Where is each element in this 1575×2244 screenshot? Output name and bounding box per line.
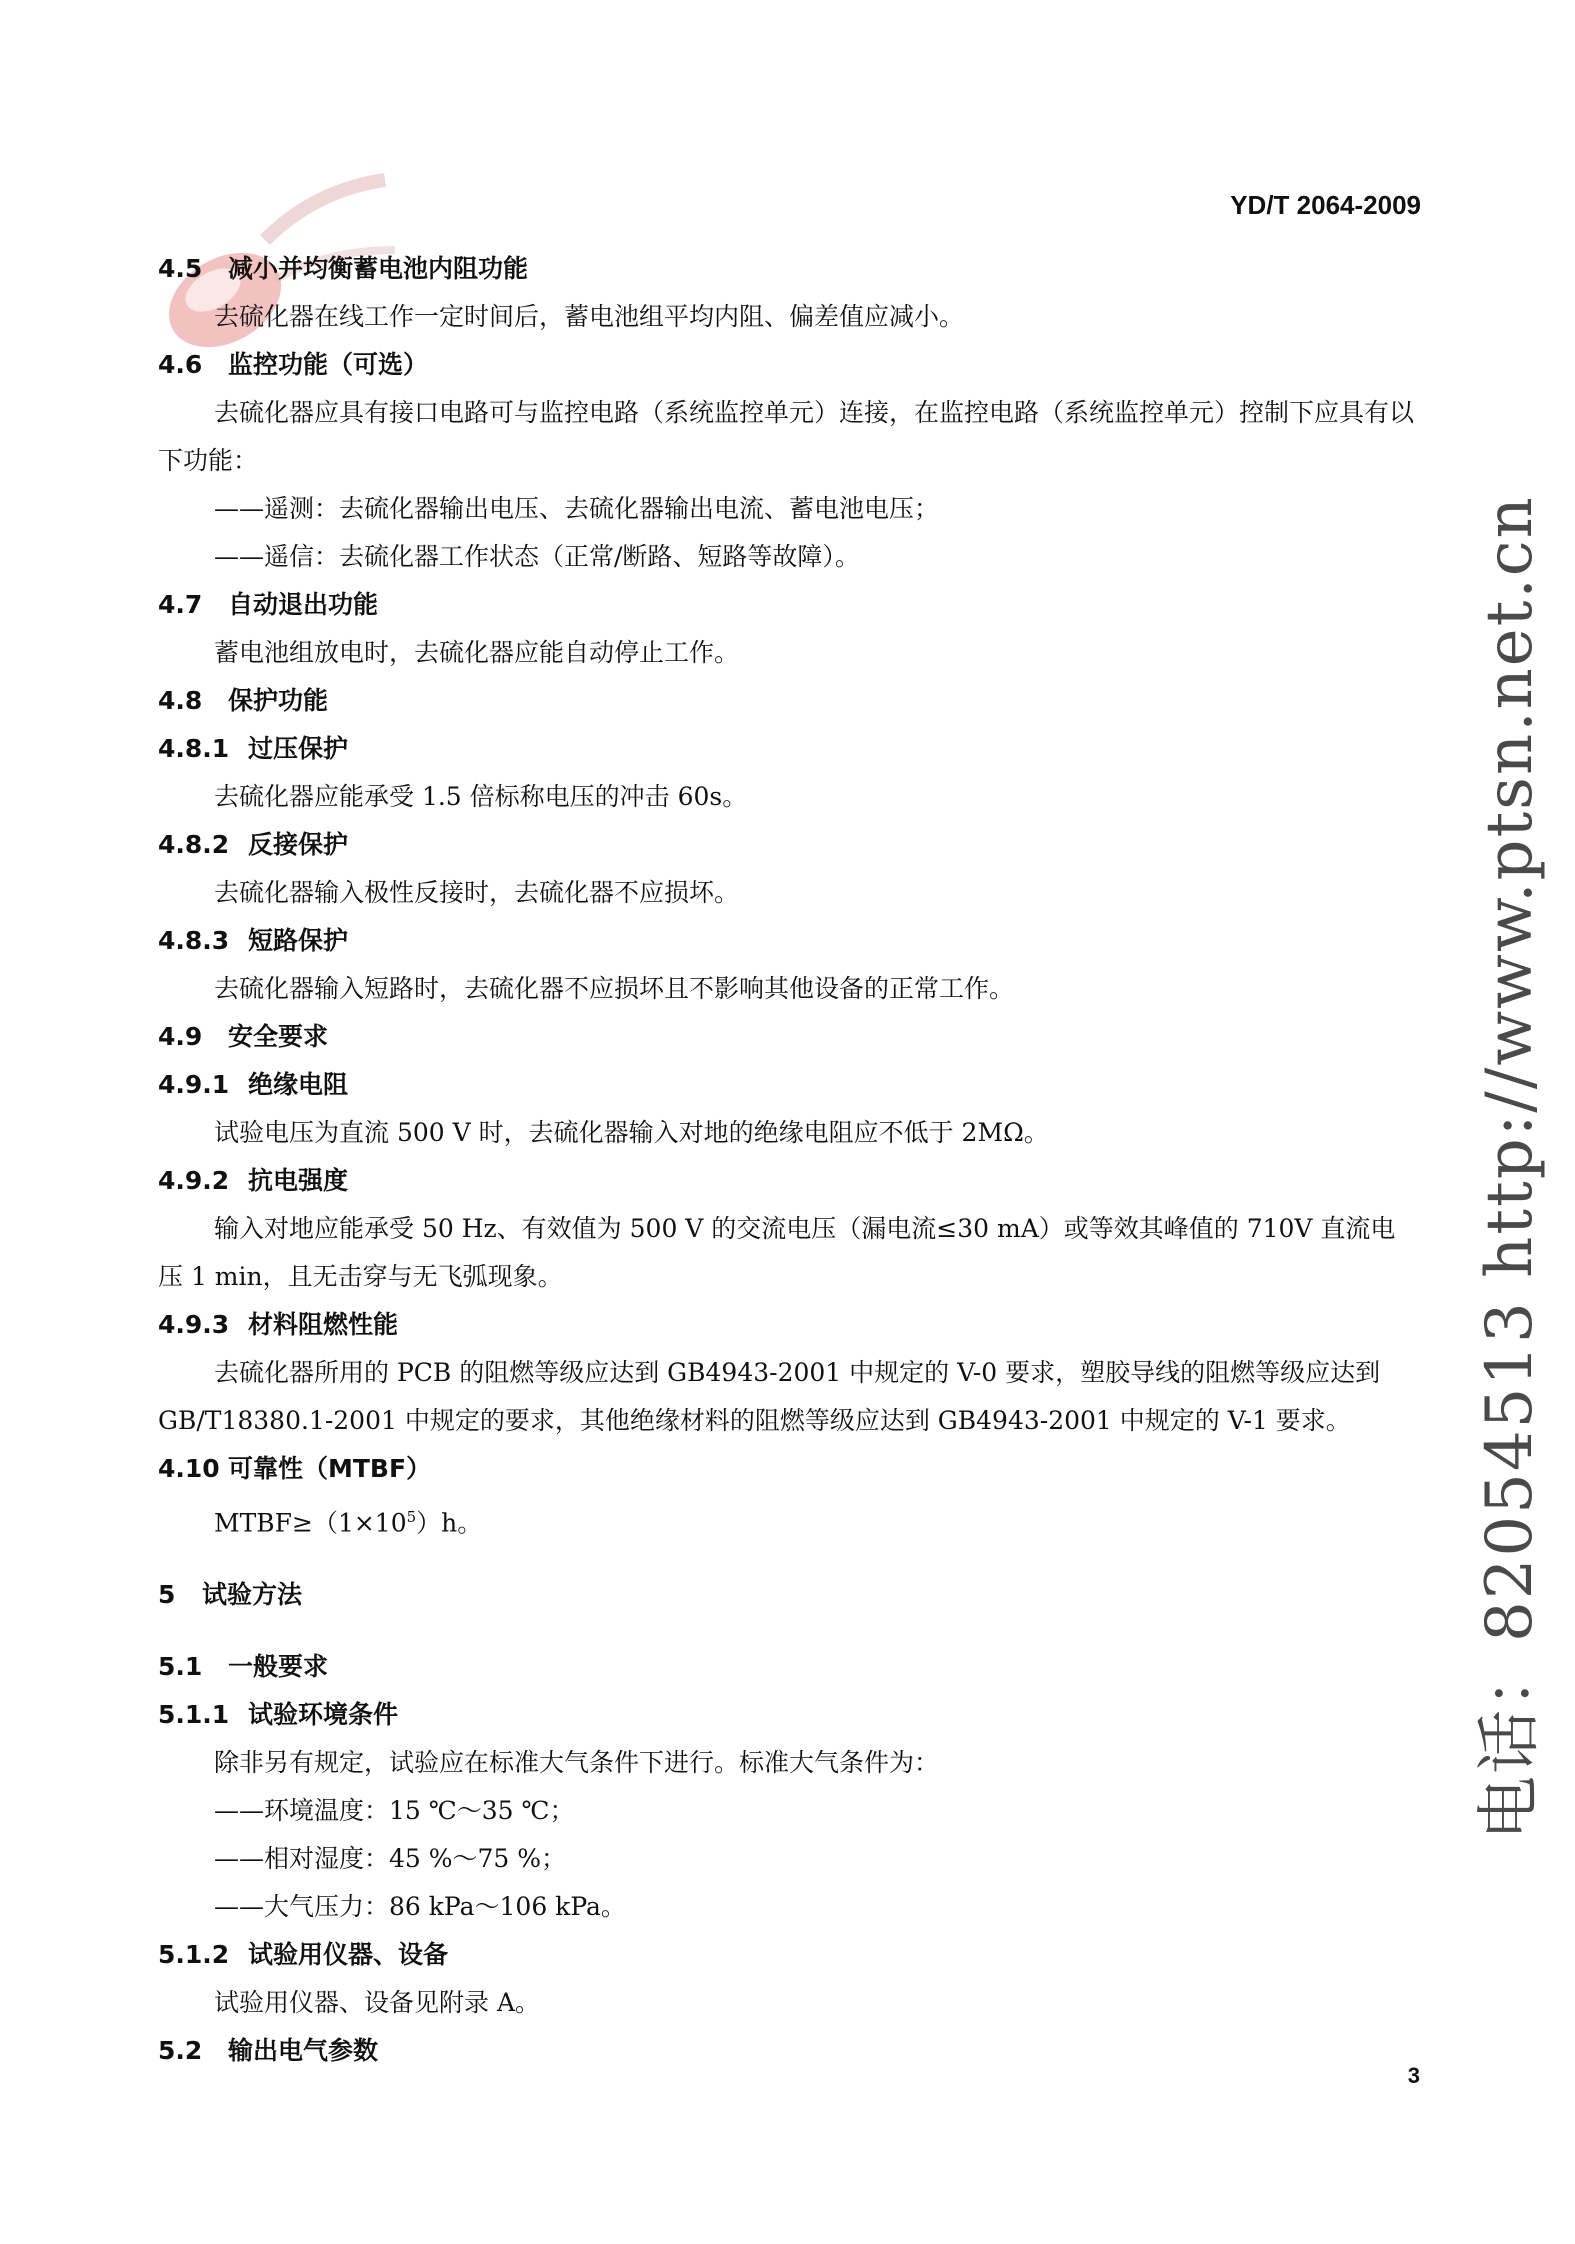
list-item: ——遥信：去硫化器工作状态（正常/断路、短路等故障）。 (214, 542, 860, 571)
section-5-1-heading: 5.1 一般要求 (158, 1652, 329, 1682)
list-item: ——大气压力：86 kPa～106 kPa。 (214, 1892, 626, 1922)
section-5-1-2-heading: 5.1.2 试验用仪器、设备 (158, 1940, 449, 1970)
standard-code: YD/T 2064-2009 (1230, 190, 1421, 220)
section-4-8-2-heading: 4.8.2 反接保护 (158, 830, 349, 859)
list-item: ——相对湿度：45 %～75 %； (214, 1844, 567, 1874)
section-4-9-2-text: 输入对地应能承受 50 Hz、有效值为 500 V 的交流电压（漏电流≤30 mA）或等效其峰值的 710V 直流电压 1 min，且无击穿与无飞弧现象。 (158, 1214, 1396, 1291)
document-body (158, 245, 1420, 2075)
section-4-8-1-heading: 4.8.1 过压保护 (158, 734, 349, 763)
page-number: 3 (1407, 2063, 1420, 2088)
section-4-7-text: 蓄电池组放电时，去硫化器应能自动停止工作。 (214, 638, 740, 667)
side-watermark-text: 电话：82054513 http://www.ptsn.net.cn (1473, 495, 1547, 1840)
section-4-9-1-heading: 4.9.1 绝缘电阻 (158, 1070, 349, 1099)
list-item: ——环境温度：15 ℃～35 ℃； (214, 1796, 575, 1826)
section-4-8-heading: 4.8 保护功能 (158, 686, 329, 715)
section-4-9-1-text: 试验电压为直流 500 V 时，去硫化器输入对地的绝缘电阻应不低于 2MΩ。 (214, 1118, 1049, 1147)
section-4-7-heading: 4.7 自动退出功能 (158, 590, 379, 619)
section-4-9-3-text: 去硫化器所用的 PCB 的阻燃等级应达到 GB4943-2001 中规定的 V-0 要求，塑胶导线的阻燃等级应达到 GB/T18380.1-2001 中规定的要求，其他绝缘材料的阻燃等级应达到 GB4943-2001 中规定的 V-1 要求。 (158, 1358, 1381, 1435)
section-4-8-3-text: 去硫化器输入短路时，去硫化器不应损坏且不影响其他设备的正常工作。 (214, 974, 1015, 1003)
section-4-8-3-heading: 4.8.3 短路保护 (158, 926, 349, 955)
section-4-9-2-heading: 4.9.2 抗电强度 (158, 1166, 349, 1195)
section-5-1-1-text: 除非另有规定，试验应在标准大气条件下进行。标准大气条件为： (214, 1748, 940, 1778)
section-5-1-1-heading: 5.1.1 试验环境条件 (158, 1700, 399, 1730)
section-5-1-2-text: 试验用仪器、设备见附录 A。 (214, 1988, 541, 2018)
section-4-5-heading: 4.5 减小并均衡蓄电池内阻功能 (158, 254, 529, 283)
section-5-2-heading: 5.2 输出电气参数 (158, 2036, 379, 2066)
section-4-6-text: 去硫化器应具有接口电路可与监控电路（系统监控单元）连接，在监控电路（系统监控单元）控制下应具有以下功能： (158, 398, 1415, 475)
section-4-5-text: 去硫化器在线工作一定时间后，蓄电池组平均内阻、偏差值应减小。 (214, 302, 965, 331)
section-4-10-heading: 4.10 可靠性（MTBF） (158, 1454, 432, 1483)
section-5-heading: 5 试验方法 (158, 1580, 303, 1610)
section-4-6-heading: 4.6 监控功能（可选） (158, 350, 429, 379)
section-4-9-3-heading: 4.9.3 材料阻燃性能 (158, 1310, 399, 1339)
list-item: ——遥测：去硫化器输出电压、去硫化器输出电流、蓄电池电压； (214, 494, 940, 523)
section-4-8-1-text: 去硫化器应能承受 1.5 倍标称电压的冲击 60s。 (214, 782, 748, 811)
section-4-8-2-text: 去硫化器输入极性反接时，去硫化器不应损坏。 (214, 878, 740, 907)
section-4-10-text: $MTBF\ge(1\times 10^5)h$。 (214, 1508, 483, 1538)
section-4-9-heading: 4.9 安全要求 (158, 1022, 329, 1051)
